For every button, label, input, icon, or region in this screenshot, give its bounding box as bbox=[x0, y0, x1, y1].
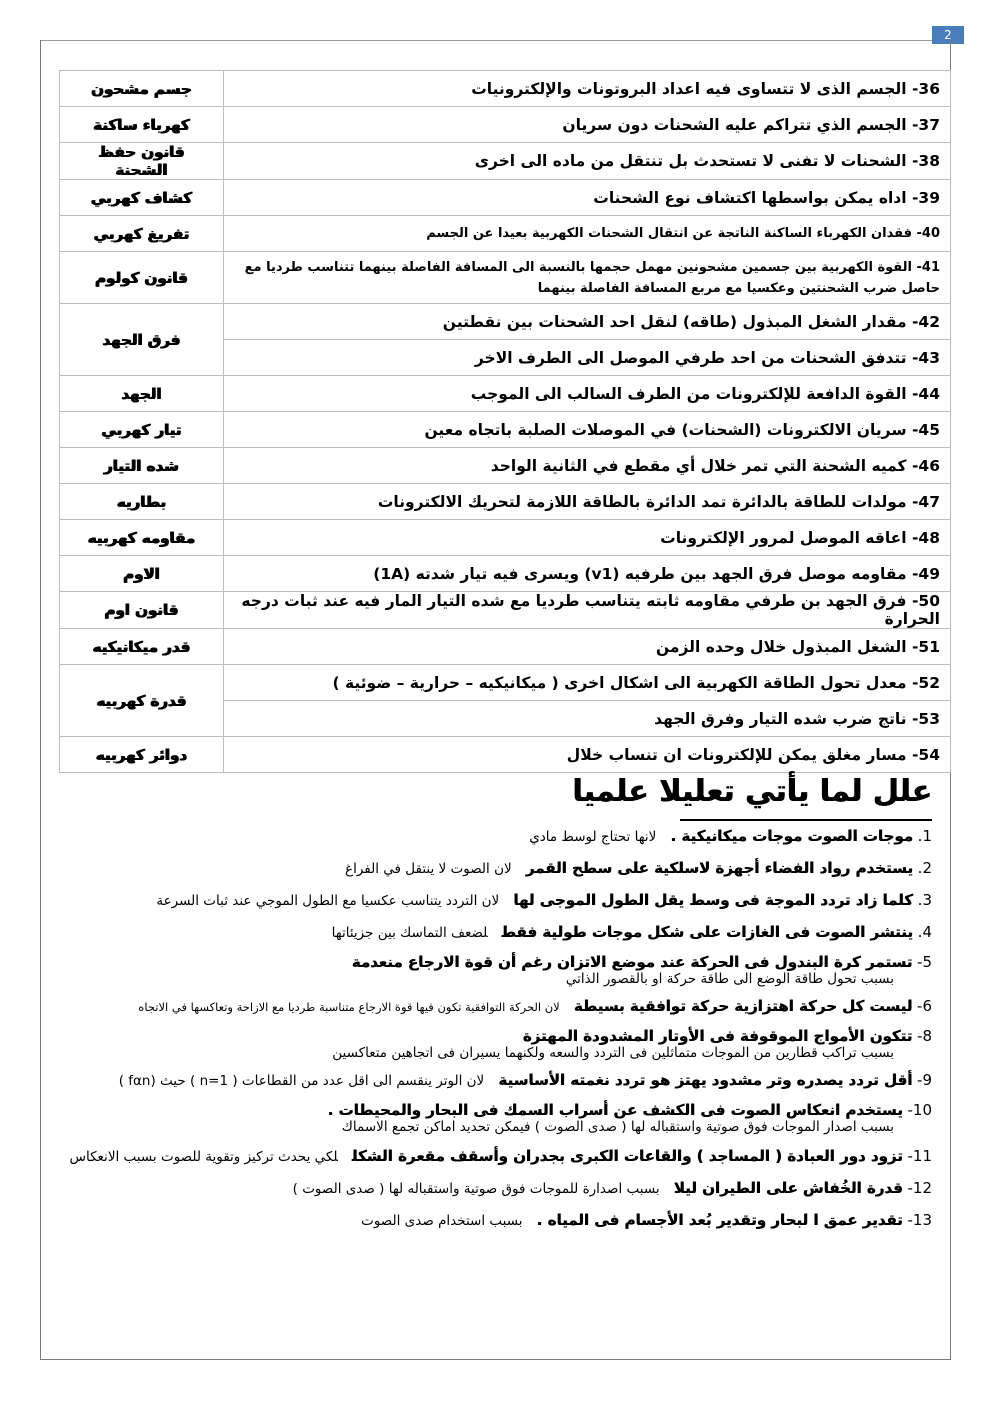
definition-cell: 41- القوة الكهربية بين جسمين مشحونين مهمل حجمها بالنسبة الى المسافة الفاصلة بينهما تتناسب طرديا مع حاصل ضرب الشحنتين وعكسيا مع مربع المسافة الفاصلة بينهما bbox=[224, 252, 951, 304]
table-row bbox=[60, 448, 951, 484]
table-row bbox=[60, 629, 951, 665]
definition-cell: 52- معدل تحول الطاقة الكهربية الى اشكال اخرى ( ميكانيكيه – حرارية – ضوئية ) bbox=[224, 665, 951, 701]
list-item: 6- ليست كل حركة اهتزازية حركة توافقية بسيطةلان الحركة التوافقية تكون فيها قوة الارجاع متناسبة طرديا مع الازاحة وتعاكسها في الاتجاه bbox=[138, 997, 932, 1015]
term-cell: قدرة كهربيه bbox=[60, 665, 224, 737]
definition-cell: 45- سريان الالكترونات (الشحنات) في الموصلات الصلبة باتجاه معين bbox=[224, 412, 951, 448]
definition-cell: 53- ناتج ضرب شده التيار وفرق الجهد bbox=[224, 701, 951, 737]
section-title-underline bbox=[680, 819, 932, 821]
definition-cell: 37- الجسم الذي تتراكم عليه الشحنات دون سريان bbox=[224, 107, 951, 143]
list-item: 1. موجات الصوت موجات ميكانيكية .لانها تحتاج لوسط مادي bbox=[529, 827, 932, 845]
table-row bbox=[60, 737, 951, 773]
list-item: 12- قدرة الخُفاش على الطيران ليلابسبب اصدارة للموجات فوق صوتية واستقباله لها ( صدى الصوت ) bbox=[292, 1179, 932, 1197]
table-row bbox=[60, 107, 951, 143]
term-cell: دوائر كهربيه bbox=[60, 737, 224, 773]
table-row bbox=[60, 216, 951, 252]
section-title: علل لما يأتي تعليلا علميا bbox=[572, 774, 932, 809]
list-item: 8- تتكون الأمواج الموقوفة فى الأوتار المشدودة المهتزة بسبب تراكب قطارين من الموجات متماثلين فى التردد والسعه ولكنهما يسيران فى اتجاهين متعاكسين bbox=[332, 1027, 932, 1061]
definition-cell: 54- مسار مغلق يمكن للإلكترونات ان تنساب خلال bbox=[224, 737, 951, 773]
term-cell: شده التيار bbox=[60, 448, 224, 484]
definition-cell: 43- تتدفق الشحنات من احد طرفي الموصل الى الطرف الاخر bbox=[224, 340, 951, 376]
table-row bbox=[60, 484, 951, 520]
terms-table bbox=[59, 70, 951, 773]
definition-cell: 50- فرق الجهد بن طرفي مقاومه ثابته يتناسب طرديا مع شده التيار المار فيه عند ثبات درجه الحرارة bbox=[224, 592, 951, 629]
page-number: 2 bbox=[932, 26, 964, 44]
definition-cell: 42- مقدار الشغل المبذول (طاقه) لنقل احد الشحنات بين نقطتين bbox=[224, 304, 951, 340]
list-item: 10- يستخدم انعكاس الصوت فى الكشف عن أسراب السمك فى البحار والمحيطات . بسبب اصدار الموجات فوق صوتية واستقباله لها ( صدى الصوت ) فيمكن تحديد اماكن تجمع الاسماك bbox=[327, 1101, 932, 1135]
term-cell: قانون حفظ الشحنة bbox=[60, 143, 224, 180]
table-row bbox=[60, 520, 951, 556]
table-row bbox=[60, 376, 951, 412]
definition-cell: 48- اعاقه الموصل لمرور الإلكترونات bbox=[224, 520, 951, 556]
table-row bbox=[60, 412, 951, 448]
list-item: 11- تزود دور العبادة ( المساجد ) والقاعات الكبرى بجدران وأسقف مقعرة الشكللكي يحدث تركيز وتقوية للصوت بسبب الانعكاس bbox=[69, 1147, 932, 1165]
list-item: 3. كلما زاد تردد الموجة فى وسط يقل الطول الموجى لهالان التردد يتناسب عكسيا مع الطول الموجي عند ثبات السرعة bbox=[156, 891, 932, 909]
list-item: 9- أقل تردد يصدره وتر مشدود يهتز هو تردد نغمته الأساسيةلان الوتر ينقسم الى اقل عدد من القطاعات ( n=1 ) حيث (fαn ) bbox=[118, 1071, 932, 1089]
term-cell: الجهد bbox=[60, 376, 224, 412]
table-row bbox=[60, 665, 951, 701]
definition-cell: 49- مقاومه موصل فرق الجهد بين طرفيه (v1) ويسرى فيه تيار شدته (1A) bbox=[224, 556, 951, 592]
definition-cell: 39- اداه يمكن بواسطها اكتشاف نوع الشحنات bbox=[224, 180, 951, 216]
term-cell: قانون كولوم bbox=[60, 252, 224, 304]
list-item: 5- تستمر كرة البندول فى الحركة عند موضع الاتزان رغم أن قوة الارجاع منعدمة بسبب تحول طاقة الوضع الى طاقة حركة او بالقصور الذاتي bbox=[351, 953, 932, 987]
term-cell: تيار كهربي bbox=[60, 412, 224, 448]
list-item: 2. يستخدم رواد الفضاء أجهزة لاسلكية على سطح القمرلان الصوت لا ينتقل في الفراغ bbox=[345, 859, 932, 877]
term-cell: مقاومه كهربيه bbox=[60, 520, 224, 556]
definition-cell: 46- كميه الشحنة التي تمر خلال أي مقطع في الثانية الواحد bbox=[224, 448, 951, 484]
table-row bbox=[60, 304, 951, 340]
term-cell: جسم مشحون bbox=[60, 71, 224, 107]
list-item: 13- تقدير عمق ا لبحار وتقدير بُعد الأجسام فى المياه .بسبب استخدام صدى الصوت bbox=[361, 1211, 932, 1229]
term-cell: قانون اوم bbox=[60, 592, 224, 629]
definition-cell: 40- فقدان الكهرباء الساكنة الناتجة عن انتقال الشحنات الكهربية بعيدا عن الجسم bbox=[224, 216, 951, 252]
definition-cell: 36- الجسم الذى لا تتساوى فيه اعداد البروتونات والإلكترونيات bbox=[224, 71, 951, 107]
table-row bbox=[60, 143, 951, 180]
table-row bbox=[60, 71, 951, 107]
term-cell: فرق الجهد bbox=[60, 304, 224, 376]
definition-cell: 38- الشحنات لا تفنى لا تستحدث بل تنتقل من ماده الى اخرى bbox=[224, 143, 951, 180]
definition-cell: 47- مولدات للطاقة بالدائرة تمد الدائرة بالطاقة اللازمة لتحريك الالكترونات bbox=[224, 484, 951, 520]
term-cell: الاوم bbox=[60, 556, 224, 592]
table-row bbox=[60, 556, 951, 592]
term-cell: كشاف كهربي bbox=[60, 180, 224, 216]
term-cell: كهرباء ساكنة bbox=[60, 107, 224, 143]
term-cell: تفريغ كهربي bbox=[60, 216, 224, 252]
list-item: 4. ينتشر الصوت فى الغازات على شكل موجات طولية فقطلضعف التماسك بين جزيئاتها bbox=[331, 923, 932, 941]
definition-cell: 51- الشغل المبذول خلال وحده الزمن bbox=[224, 629, 951, 665]
definition-cell: 44- القوة الدافعة للإلكترونات من الطرف السالب الى الموجب bbox=[224, 376, 951, 412]
reasons-list bbox=[60, 825, 932, 1229]
term-cell: بطاريه bbox=[60, 484, 224, 520]
table-row bbox=[60, 592, 951, 629]
term-cell: قدر ميكانيكيه bbox=[60, 629, 224, 665]
table-row bbox=[60, 252, 951, 304]
table-row bbox=[60, 180, 951, 216]
